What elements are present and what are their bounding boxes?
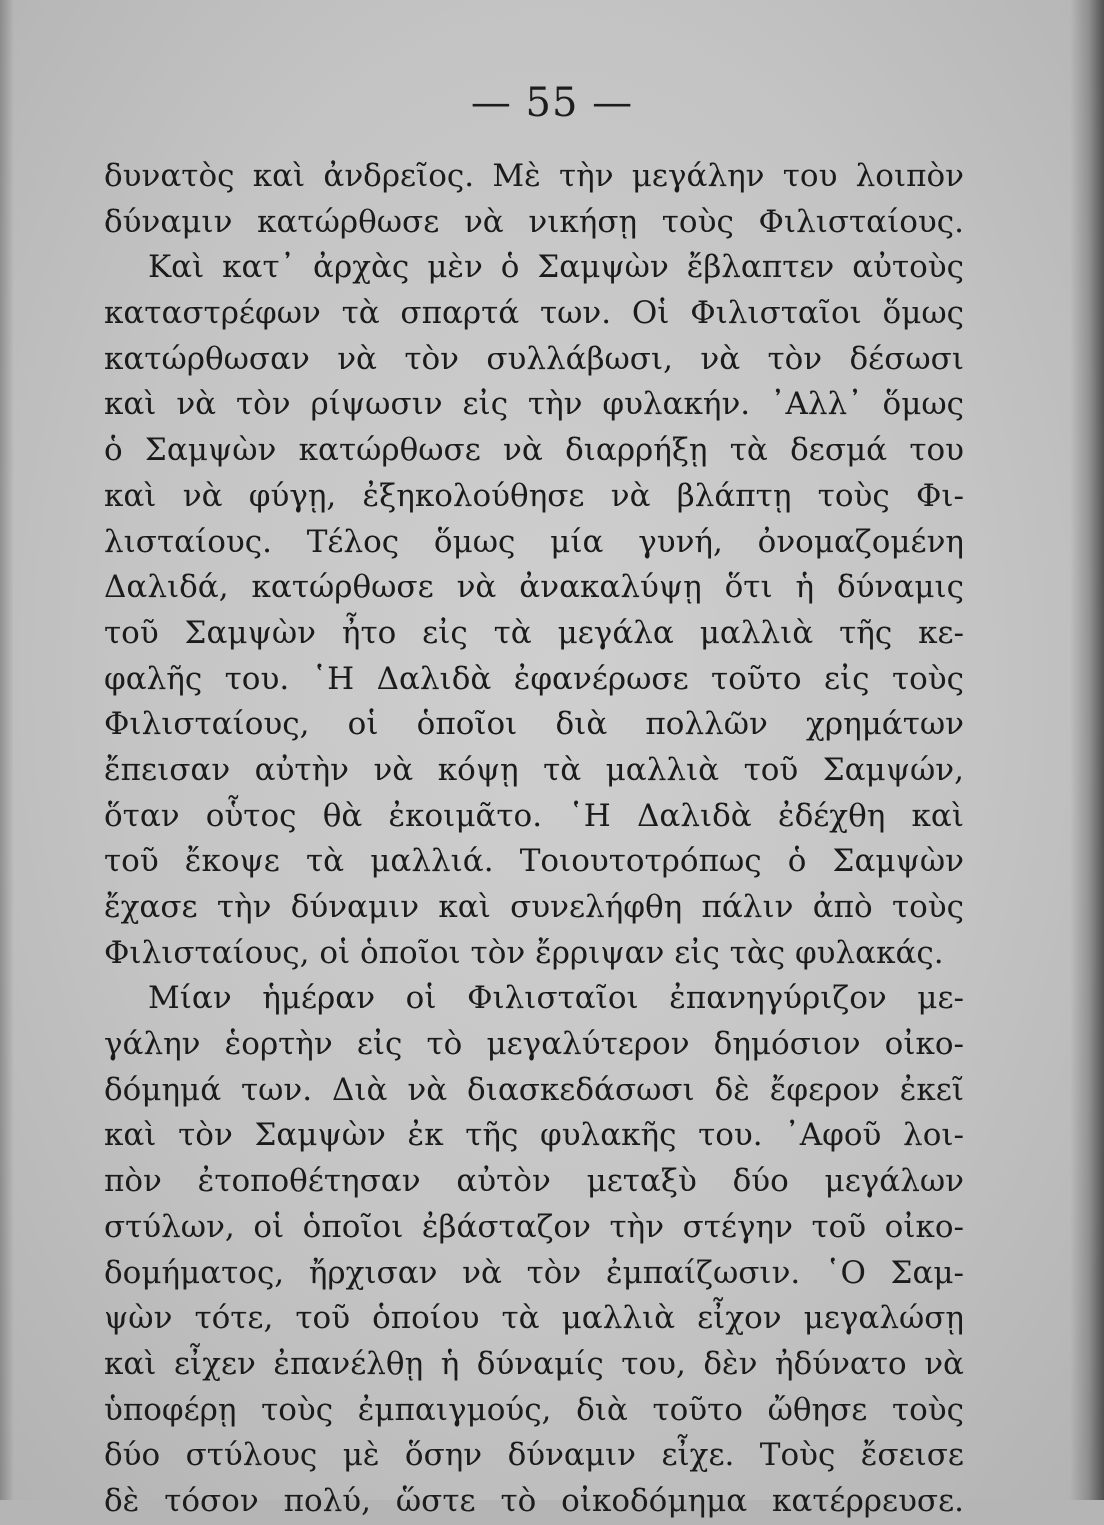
text-line: δόμημά των. Διὰ νὰ διασκεδάσωσι δὲ ἔφερον ἐκεῖ	[104, 1071, 964, 1108]
page-number: — 55 —	[470, 80, 634, 126]
text-line: Φιλισταίους, οἱ ὁποῖοι τὸν ἔρριψαν εἰς τὰς φυλακάς.	[104, 934, 944, 971]
text-line: ψὼν τότε, τοῦ ὁποίου τὰ μαλλιὰ εἶχον μεγαλώσῃ	[104, 1300, 964, 1337]
text-line: δὲ τόσον πολύ, ὥστε τὸ οἰκοδόμημα κατέρρευσε.	[104, 1482, 964, 1519]
text-line: πὸν ἐτοποθέτησαν αὐτὸν μεταξὺ δύο μεγάλων	[104, 1163, 964, 1200]
text-line: Μίαν ἡμέραν οἱ Φιλισταῖοι ἐπανηγύριζον με-	[148, 980, 964, 1017]
text-line: κατώρθωσαν νὰ τὸν συλλάβωσι, νὰ τὸν δέσωσι	[104, 340, 964, 377]
text-line: τοῦ Σαμψὼν ἦτο εἰς τὰ μεγάλα μαλλιὰ τῆς κε-	[104, 614, 964, 651]
text-line: καὶ νὰ τὸν ρίψωσιν εἰς τὴν φυλακήν. ᾿Αλλ᾽ ὅμως	[104, 386, 964, 423]
text-line: δύναμιν κατώρθωσε νὰ νικήσῃ τοὺς Φιλισταίους.	[104, 203, 964, 240]
text-line: καὶ εἶχεν ἐπανέλθῃ ἡ δύναμίς του, δὲν ἠδύνατο νὰ	[104, 1345, 964, 1382]
text-line: τοῦ ἔκοψε τὰ μαλλιά. Τοιουτοτρόπως ὁ Σαμψὼν	[104, 843, 964, 880]
text-line: ἔχασε τὴν δύναμιν καὶ συνελήφθη πάλιν ἀπὸ τοὺς	[104, 889, 964, 925]
text-line: ἔπεισαν αὐτὴν νὰ κόψῃ τὰ μαλλιὰ τοῦ Σαμψών,	[104, 751, 964, 788]
text-line: Φιλισταίους, οἱ ὁποῖοι διὰ πολλῶν χρημάτων	[104, 706, 964, 743]
text-line: λισταίους. Τέλος ὅμως μία γυνή, ὀνομαζομένη	[104, 523, 964, 560]
body-text	[104, 154, 964, 1525]
text-line: ὑποφέρῃ τοὺς ἐμπαιγμούς, διὰ τοῦτο ὤθησε τοὺς	[104, 1391, 964, 1428]
text-line: δύο στύλους μὲ ὅσην δύναμιν εἶχε. Τοὺς ἔσεισε	[104, 1437, 964, 1474]
text-line: καὶ νὰ φύγῃ, ἐξηκολούθησε νὰ βλάπτῃ τοὺς Φι-	[104, 477, 964, 514]
text-line: στύλων, οἱ ὁποῖοι ἐβάσταζον τὴν στέγην τοῦ οἰκο-	[104, 1208, 964, 1245]
text-line: δυνατὸς καὶ ἀνδρεῖος. Μὲ τὴν μεγάλην του λοιπὸν	[104, 158, 964, 194]
text-line: ὁ Σαμψὼν κατώρθωσε νὰ διαρρήξῃ τὰ δεσμά του	[104, 432, 964, 469]
text-line: Δαλιδά, κατώρθωσε νὰ ἀνακαλύψῃ ὅτι ἡ δύναμις	[104, 569, 964, 606]
text-line: δομήματος, ἤρχισαν νὰ τὸν ἐμπαίζωσιν. ῾Ο Σαμ-	[104, 1254, 964, 1291]
text-line: καὶ τὸν Σαμψὼν ἐκ τῆς φυλακῆς του. ᾿Αφοῦ λοι-	[104, 1117, 964, 1154]
page-right-edge-shadow	[1070, 0, 1104, 1500]
text-line: ὅταν οὗτος θὰ ἐκοιμᾶτο. ῾Η Δαλιδὰ ἐδέχθη καὶ	[104, 797, 964, 834]
page-left-edge-shadow	[0, 0, 14, 1500]
text-line: Καὶ κατ᾽ ἀρχὰς μὲν ὁ Σαμψὼν ἔβλαπτεν αὐτοὺς	[148, 249, 964, 286]
text-line: γάλην ἑορτὴν εἰς τὸ μεγαλύτερον δημόσιον οἰκο-	[104, 1026, 964, 1063]
text-line: καταστρέφων τὰ σπαρτά των. Οἱ Φιλισταῖοι ὅμως	[104, 295, 964, 332]
text-line: φαλῆς του. ῾Η Δαλιδὰ ἐφανέρωσε τοῦτο εἰς τοὺς	[104, 660, 964, 697]
